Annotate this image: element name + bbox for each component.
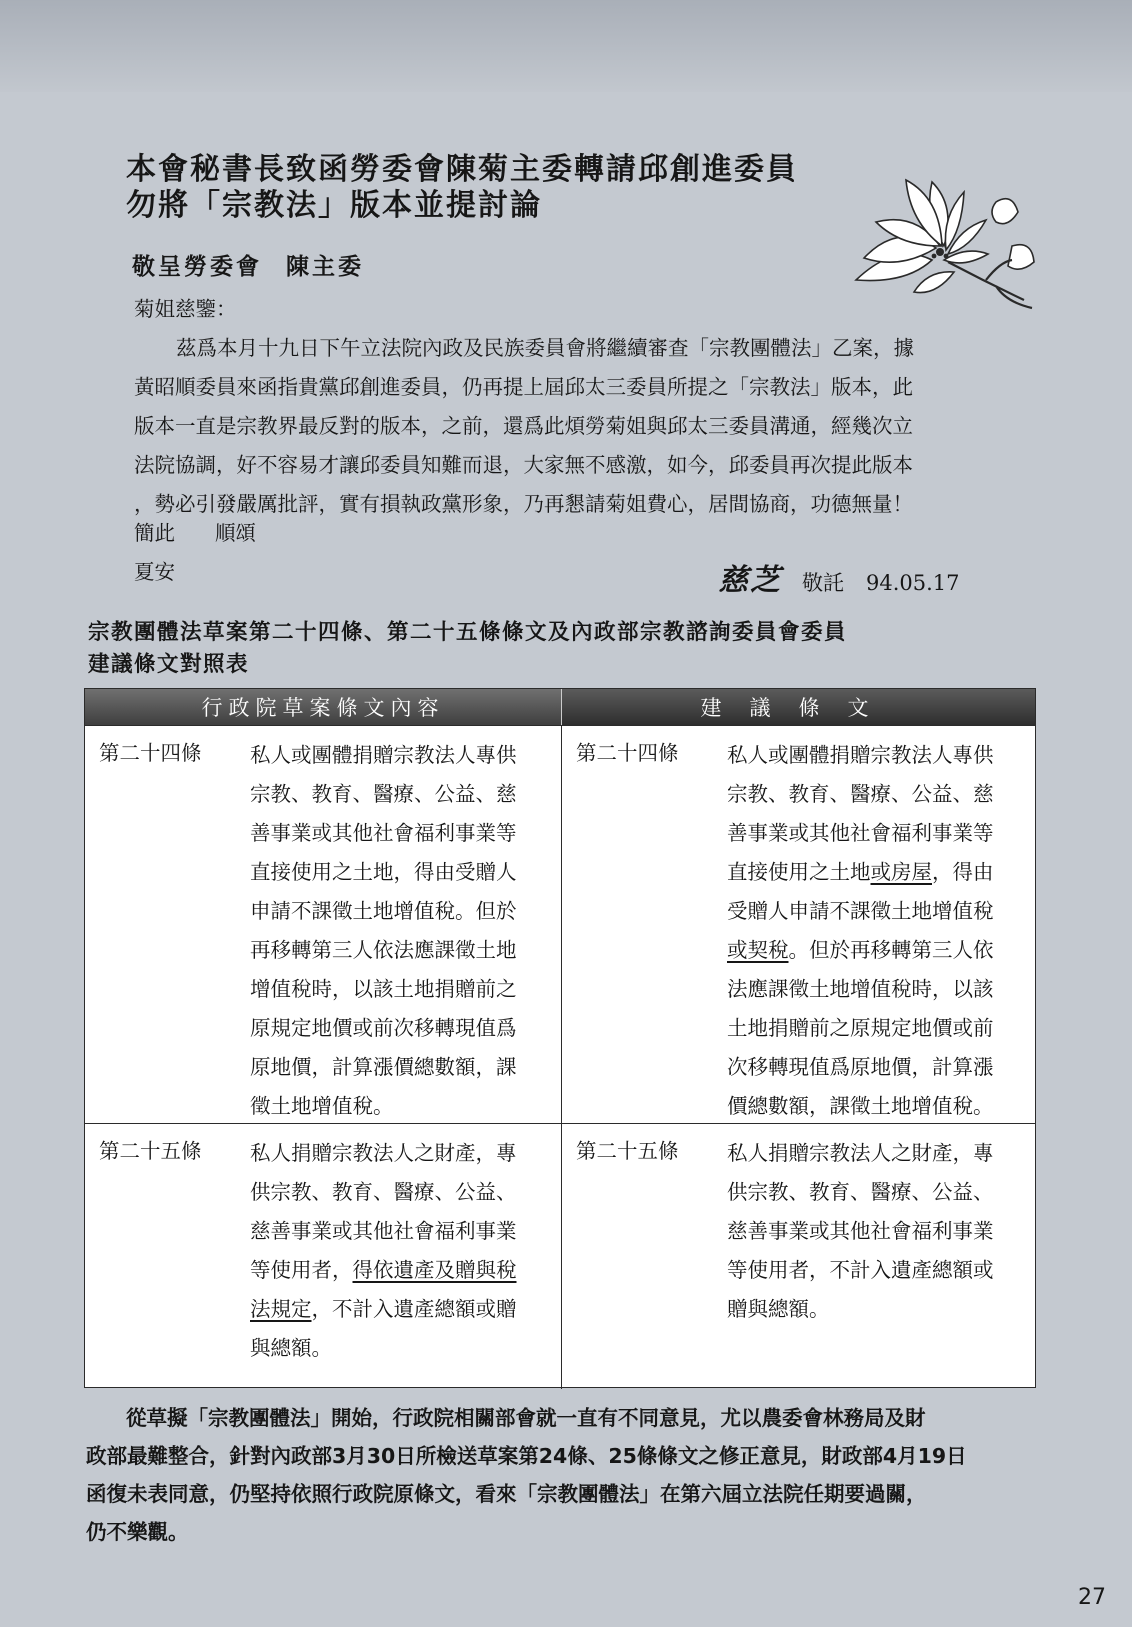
article-text: [727, 1134, 994, 1329]
text-line: 次移轉現值爲原地價，計算漲: [727, 1055, 994, 1079]
article-text: [250, 1134, 517, 1368]
text-line: 私人捐贈宗教法人之財產，專: [250, 1141, 517, 1165]
text-line: 法應課徵土地增值稅時，以該: [727, 977, 994, 1001]
text-line: 供宗教、教育、醫療、公益、: [727, 1180, 994, 1204]
text-segment: 等使用者，: [250, 1258, 353, 1282]
text-line: 原規定地價或前次移轉現值爲: [250, 1016, 517, 1040]
text-segment: 直接使用之土地: [727, 860, 871, 884]
sign-word: 敬託: [802, 571, 844, 595]
text-line: 慈善事業或其他社會福利事業: [250, 1219, 517, 1243]
handwritten-signature: 慈芝: [718, 563, 782, 598]
text-line: 土地捐贈前之原規定地價或前: [727, 1016, 994, 1040]
title-line: 本會秘書長致函勞委會陳菊主委轉請邱創進委員: [126, 152, 798, 187]
recipient-line: [132, 248, 364, 281]
article-number: 第二十四條: [99, 741, 202, 765]
text-line: [727, 853, 994, 892]
draft-cell: [85, 726, 562, 1124]
text-line: 等使用者，不計入遺產總額或: [727, 1258, 994, 1282]
underlined-clause: 法規定: [250, 1297, 312, 1321]
text-line: 私人捐贈宗教法人之財產，專: [727, 1141, 994, 1165]
signature-line: [718, 555, 960, 599]
text-line: [250, 1251, 517, 1290]
text-line: 宗教、教育、醫療、公益、慈: [250, 782, 517, 806]
text-line: [727, 931, 994, 970]
text-segment: ，不計入遺產總額或贈: [311, 1297, 517, 1321]
text-line: 與總額。: [250, 1336, 332, 1360]
article-number: 第二十四條: [576, 741, 679, 765]
recipient-org: 敬呈勞委會: [132, 254, 262, 280]
suggested-cell: [562, 1124, 1035, 1389]
article-number: 第二十五條: [99, 1139, 202, 1163]
commentary-line: 仍不樂觀。: [86, 1520, 189, 1544]
letter-body: [134, 290, 984, 524]
letter-line: 黃昭順委員來函指貴黨邱創進委員，仍再提上屆邱太三委員所提之「宗教法」版本，此: [134, 375, 913, 399]
letter-line: 版本一直是宗教界最反對的版本，之前，還爲此煩勞菊姐與邱太三委員溝通，經幾次立: [134, 414, 913, 438]
draft-cell: [85, 1124, 562, 1389]
text-line: 徵土地增值稅。: [250, 1094, 394, 1118]
text-line: 再移轉第三人依法應課徵土地: [250, 938, 517, 962]
title-line: 勿將「宗教法」版本並提討論: [126, 188, 542, 223]
text-line: 贈與總額。: [727, 1297, 830, 1321]
text-line: 增值稅時，以該土地捐贈前之: [250, 977, 517, 1001]
commentary-paragraph: [86, 1399, 1046, 1551]
letter-line: ，勢必引發嚴厲批評，實有損執政黨形象，乃再懇請菊姐費心，居間協商，功德無量！: [134, 492, 913, 516]
text-line: 價總數額，課徵土地增值稅。: [727, 1094, 994, 1118]
table-row: [85, 725, 1035, 1124]
text-line: 善事業或其他社會福利事業等: [250, 821, 517, 845]
letter-date: 94.05.17: [866, 571, 960, 595]
commentary-line: 政部最難整合，針對內政部3月30日所檢送草案第24條、25條條文之修正意見，財政部4月19日: [86, 1444, 967, 1468]
closing-text: 夏安: [134, 560, 175, 584]
underlined-clause: 得依遺產及贈與稅: [352, 1258, 517, 1282]
suggested-cell: [562, 726, 1035, 1124]
text-line: 慈善事業或其他社會福利事業: [727, 1219, 994, 1243]
table-title-line: 建議條文對照表: [88, 652, 250, 677]
text-line: 宗教、教育、醫療、公益、慈: [727, 782, 994, 806]
header-executive-draft: 行政院草案條文內容: [85, 689, 561, 725]
letter-line: 法院協調，好不容易才讓邱委員知難而退，大家無不感激，如今，邱委員再次提此版本: [134, 453, 913, 477]
commentary-line: 從草擬「宗教團體法」開始，行政院相關部會就一直有不同意見，尤以農委會林務局及財: [126, 1406, 926, 1430]
recipient-name: 陳主委: [286, 254, 364, 280]
comparison-table: [84, 688, 1036, 1388]
text-line: 申請不課徵土地增值稅。但於: [250, 899, 517, 923]
text-line: 原地價，計算漲價總數額，課: [250, 1055, 517, 1079]
text-line: 私人或團體捐贈宗教法人專供: [250, 743, 517, 767]
text-segment: ，得由: [932, 860, 994, 884]
table-header: [85, 689, 1035, 725]
text-segment: 。但於再移轉第三人依: [788, 938, 994, 962]
header-suggested-text: 建議條文: [561, 689, 1035, 725]
commentary-line: 函復未表同意，仍堅持依照行政院原條文，看來「宗教團體法」在第六屆立法院任期要過關，: [86, 1482, 927, 1506]
letter-greeting: 菊姐慈鑒：: [134, 297, 237, 321]
closing-text: 簡此: [134, 521, 175, 545]
table-title-line: 宗教團體法草案第二十四條、第二十五條條文及內政部宗教諮詢委員會委員: [88, 620, 848, 645]
text-line: 直接使用之土地，得由受贈人: [250, 860, 517, 884]
text-line: 受贈人申請不課徵土地增值稅: [727, 899, 994, 923]
text-line: [250, 1290, 517, 1329]
closing-text: 順頌: [215, 521, 256, 545]
underlined-amendment: 或契稅: [727, 938, 789, 962]
article-number: 第二十五條: [576, 1139, 679, 1163]
underlined-amendment: 或房屋: [870, 860, 932, 884]
letter-line: 茲爲本月十九日下午立法院內政及民族委員會將繼續審查「宗教團體法」乙案，據: [176, 336, 914, 360]
article-text: [250, 736, 517, 1126]
table-title: [88, 617, 1048, 681]
text-line: 私人或團體捐贈宗教法人專供: [727, 743, 994, 767]
top-scan-band: [0, 0, 1132, 92]
page-number: 27: [1078, 1585, 1106, 1610]
text-line: 供宗教、教育、醫療、公益、: [250, 1180, 517, 1204]
article-title: [126, 152, 906, 224]
table-row: [85, 1123, 1035, 1389]
text-line: 善事業或其他社會福利事業等: [727, 821, 994, 845]
article-text: [727, 736, 994, 1126]
